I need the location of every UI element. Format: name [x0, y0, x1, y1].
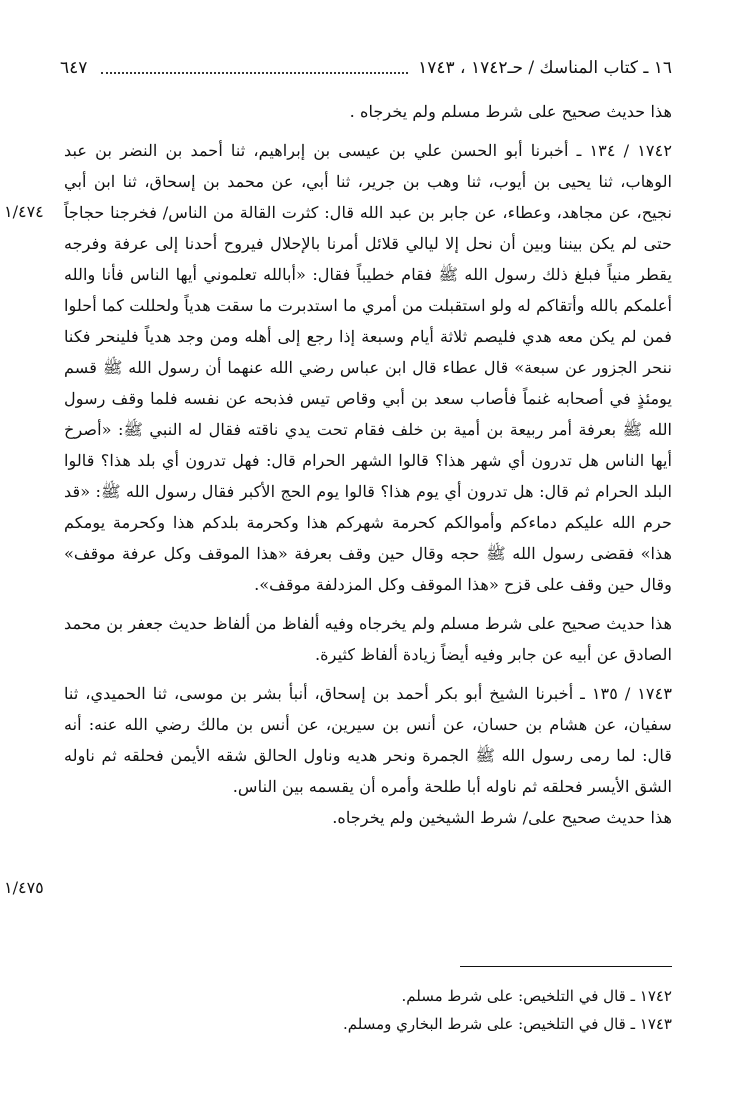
margin-note-volume-page: ١/٤٧٥	[4, 878, 44, 897]
running-header	[60, 56, 672, 80]
main-text	[64, 96, 672, 833]
margin-note-volume-page: ١/٤٧٤	[4, 202, 44, 221]
grading-paragraph: هذا حديث صحيح على شرط مسلم ولم يخرجاه .	[349, 102, 672, 121]
page-number: ٦٤٧	[60, 58, 88, 78]
footnote-1743: ١٧٤٣ ـ قال في التلخيص: على شرط البخاري ومسلم.	[343, 1015, 672, 1033]
footnotes	[64, 982, 672, 1038]
grading-paragraph: هذا حديث صحيح على شرط مسلم ولم يخرجاه وفيه ألفاظ من ألفاظ حديث جعفر بن محمد الصادق عن أبيه عن جابر وفيه أيضاً زيادة ألفاظ كثيرة.	[64, 614, 672, 664]
hadith-1743: ١٧٤٣ / ١٣٥ ـ أخبرنا الشيخ أبو بكر أحمد بن إسحاق، أنبأ بشر بن موسى، ثنا الحميدي، ثنا سفيان، عن هشام بن حسان، عن أنس بن سيرين، عن أنس بن مالك رضي الله عنه: أنه قال: لما رمى رسول الله ﷺ الجمرة ونحر هديه وناول الحالق شقه الأيمن فحلقه ثم ناوله الشق الأيسر فحلقه ثم ناوله أبا طلحة وأمره أن يقسمه بين الناس.	[64, 684, 673, 796]
header-title: ١٦ ـ كتاب المناسك / حـ١٧٤٢ ، ١٧٤٣	[418, 58, 672, 78]
footnote-divider	[460, 966, 672, 967]
header-dot-leader	[101, 62, 408, 74]
hadith-1742: ١٧٤٢ / ١٣٤ ـ أخبرنا أبو الحسن علي بن عيسى بن إبراهيم، ثنا أحمد بن النضر بن عبد الوهاب، ثنا يحيى بن أيوب، ثنا وهب بن جرير، ثنا أبي، عن محمد بن إسحاق، ثنا ابن أبي نجيح، عن مجاهد، وعطاء، عن جابر بن عبد الله قال: كثرت القالة من الناس/ فخرجنا حجاجاً حتى لم يكن بيننا وبين أن نحل إلا ليالي قلائل أمرنا بالإحلال فيروح أحدنا إلى عرفة وفرجه يقطر منياً فبلغ ذلك رسول الله ﷺ فقام خطيباً فقال: «أبالله تعلموني أيها الناس فأنا والله أعلمكم بالله وأتقاكم له ولو استقبلت من أمري ما استدبرت ما سقت هدياً ولحللت كما أحلوا فمن لم يكن معه هدي فليصم ثلاثة أيام وسبعة إذا رجع إلى أهله ومن وجد هدياً فلينحر فكنا ننحر الجزور عن سبعة» قال عطاء قال ابن عباس رضي الله عنهما أن رسول الله ﷺ قسم يومئذٍ في أصحابه غنماً فأصاب سعد بن أبي وقاص تيس فذبحه عن نفسه فلما وقف رسول الله ﷺ بعرفة أمر ربيعة بن أمية بن خلف فقام تحت يدي ناقته فقال له النبي ﷺ: «أصرخ أيها الناس هل تدرون أي شهر هذا؟ قالوا الشهر الحرام قال: فهل تدرون أي بلد هذا؟ قالوا البلد الحرام ثم قال: هل تدرون أي يوم هذا؟ قالوا يوم الحج الأكبر فقال رسول الله ﷺ: «قد حرم الله عليكم دماءكم وأموالكم كحرمة شهركم هذا وكحرمة بلدكم هذا وكحرمة يومكم هذا» فقضى رسول الله ﷺ حجه وقال حين وقف بعرفة «هذا الموقف وكل عرفة موقف» وقال حين وقف على قزح «هذا الموقف وكل المزدلفة موقف».	[64, 141, 673, 594]
footnote-1742: ١٧٤٢ ـ قال في التلخيص: على شرط مسلم.	[401, 987, 672, 1005]
grading-paragraph: هذا حديث صحيح على/ شرط الشيخين ولم يخرجاه.	[332, 808, 672, 827]
